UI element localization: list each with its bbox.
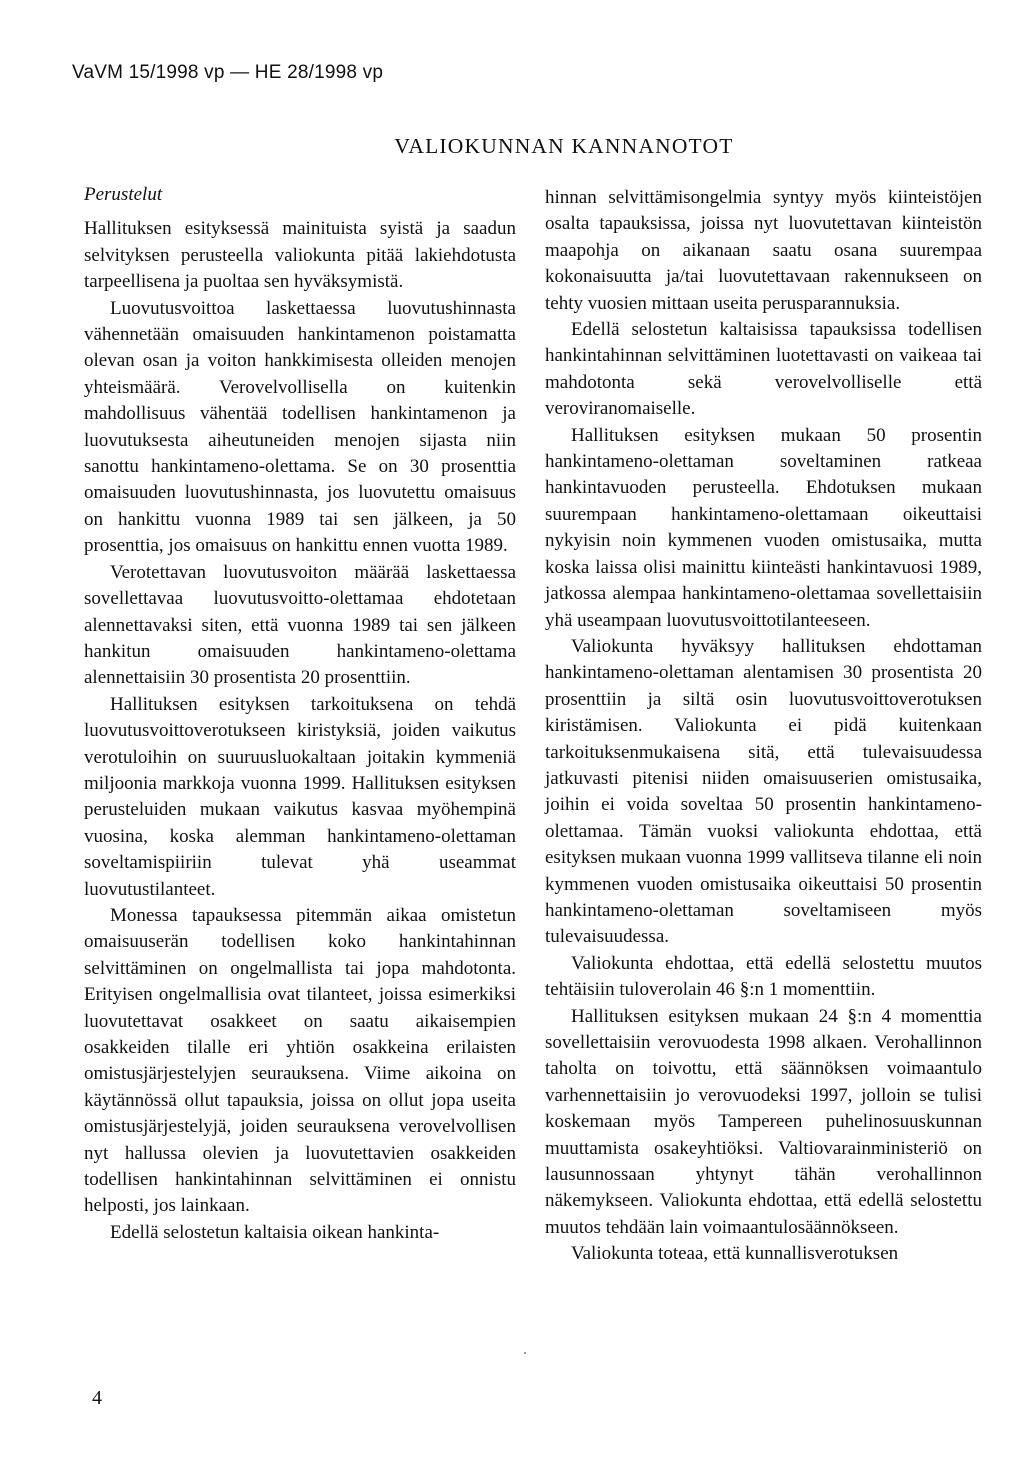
paragraph: Verotettavan luovutusvoiton määrää laskettaessa sovellettavaa luovutusvoitto-olettamaa ehdotetaan alennettavaksi siten, että vuonna 1989 tai sen jälkeen hankitun omaisuuden hankintameno-olettama alennettaisiin 30 prosentista 20 prosenttiin. — [84, 561, 516, 689]
section-title: VALIOKUNNAN KANNANOTOT — [394, 134, 734, 158]
paragraph: Hallituksen esityksessä mainituista syistä ja saadun selvityksen perusteella valiokunta pitää lakiehdotusta tarpeellisena ja puoltaa sen hyväksymistä. — [84, 218, 516, 293]
paragraph: Hallituksen esityksen mukaan 50 prosentin hankintameno-olettaman soveltaminen ratkeaa hankintavuoden perusteella. Ehdotuksen mukaan suurempaan hankintameno-olettamaan oikeuttaisi nykyisin noin kymmenen vuoden omistusaika, mutta koska laissa olisi mainittu kiinteästi hankintavuosi 1989, jatkossa alempaa hankintameno-olettamaa sovellettaisiin yhä useampaan luovutusvoittotilanteeseen. — [545, 424, 982, 631]
paragraph: Hallituksen esityksen tarkoituksena on tehdä luovutusvoittoverotukseen kiristyksiä, joiden vaikutus verotuloihin on suuruusluokaltaan joitakin kymmeniä miljoonia markkoja vuonna 1999. Hallituksen esityksen perusteluiden mukaan vaikutus kasvaa myöhempinä vuosina, koska alemman hankintameno-olettaman soveltamispiiriin tulevat yhä useammat luovutustilanteet. — [84, 693, 516, 900]
right-column — [545, 185, 982, 1268]
paragraph: Edellä selostetun kaltaisia oikean hankinta- — [110, 1221, 440, 1243]
paragraph: Valiokunta toteaa, että kunnallisverotuksen — [571, 1243, 899, 1265]
scan-speck — [524, 1352, 526, 1354]
paragraph: Monessa tapauksessa pitemmän aikaa omistetun omaisuuserän todellisen koko hankintahinnan selvittäminen on ongelmallista tai jopa mahdotonta. Erityisen ongelmallisia ovat tilanteet, joissa esimerkiksi luovutettavat osakkeet on saatu aikaisempien osakkeiden tilalle eri yhtiön osakkeina erilaisten omistusjärjestelyjen seurauksena. Viime aikoina on käytännössä ollut tapauksia, joissa on ollut jopa useita omistusjärjestelyjä, joiden seurauksena verovelvollisen nyt hallussa olevien ja luovutettavien osakkeiden todellisen hankintahinnan selvittäminen ei onnistu helposti, jos lainkaan. — [84, 904, 516, 1217]
paragraph: Edellä selostetun kaltaisissa tapauksissa todellisen hankintahinnan selvittäminen luotettavasti on vaikeaa tai mahdotonta sekä verovelvolliselle että veroviranomaiselle. — [545, 319, 982, 420]
left-column — [84, 182, 516, 1246]
paragraph: Valiokunta hyväksyy hallituksen ehdottaman hankintameno-olettaman alentamisen 30 prosentista 20 prosenttiin ja siltä osin luovutusvoittoverotuksen kiristämisen. Valiokunta ei pidä kuitenkaan tarkoituksenmukaisena sitä, että tulevaisuudessa jatkuvasti pitenisi niiden omaisuuserien omistusaika, joihin ei voida soveltaa 50 prosentin hankintameno-olettamaa. Tämän vuoksi valiokunta ehdottaa, että esityksen mukaan vuonna 1999 vallitseva tilanne eli noin kymmenen vuoden omistusaika oikeuttaisi 50 prosentin hankintameno-olettaman soveltamiseen myös tulevaisuudessa. — [545, 635, 982, 948]
paragraph: hinnan selvittämisongelmia syntyy myös kiinteistöjen osalta tapauksissa, joissa nyt luovutettavan kiinteistön maapohja on aikanaan saatu osana suurempaa kokonaisuutta ja/tai luovutettavaan rakennukseen on tehty vuosien mittaan useita perusparannuksia. — [545, 187, 982, 314]
running-header: VaVM 15/1998 vp — HE 28/1998 vp — [72, 62, 384, 83]
paragraph: Valiokunta ehdottaa, että edellä selostettu muutos tehtäisiin tuloverolain 46 §:n 1 momenttiin. — [545, 952, 982, 1001]
paragraph: Hallituksen esityksen mukaan 24 §:n 4 momenttia sovellettaisiin verovuodesta 1998 alkaen. Verohallinnon taholta on toivottu, että säännöksen voimaantulo varhennettaisiin jo verovuodeksi 1997, jolloin se tulisi koskemaan myös Tampereen puhelinosuuskunnan muuttamista osakeyhtiöksi. Valtiovarainministeriö on lausunnossaan yhtynyt tähän verohallinnon näkemykseen. Valiokunta ehdottaa, että edellä selostettu muutos tehdään lain voimaantulosäännökseen. — [545, 1005, 982, 1238]
paragraph: Luovutusvoittoa laskettaessa luovutushinnasta vähennetään omaisuuden hankintamenon poistamatta olevan osan ja voiton hankkimisesta olleiden menojen yhteismäärä. Verovelvollisella on kuitenkin mahdollisuus vähentää todellisen hankintamenon ja luovutuksesta aiheutuneiden menojen sijasta niin sanottu hankintameno-olettama. Se on 30 prosenttia omaisuuden luovutushinnasta, jos luovutettu omaisuus on hankittu vuonna 1989 tai sen jälkeen, ja 50 prosenttia, jos omaisuus on hankittu ennen vuotta 1989. — [84, 297, 516, 557]
page-number: 4 — [92, 1387, 102, 1409]
subheading-perustelut: Perustelut — [84, 184, 163, 205]
